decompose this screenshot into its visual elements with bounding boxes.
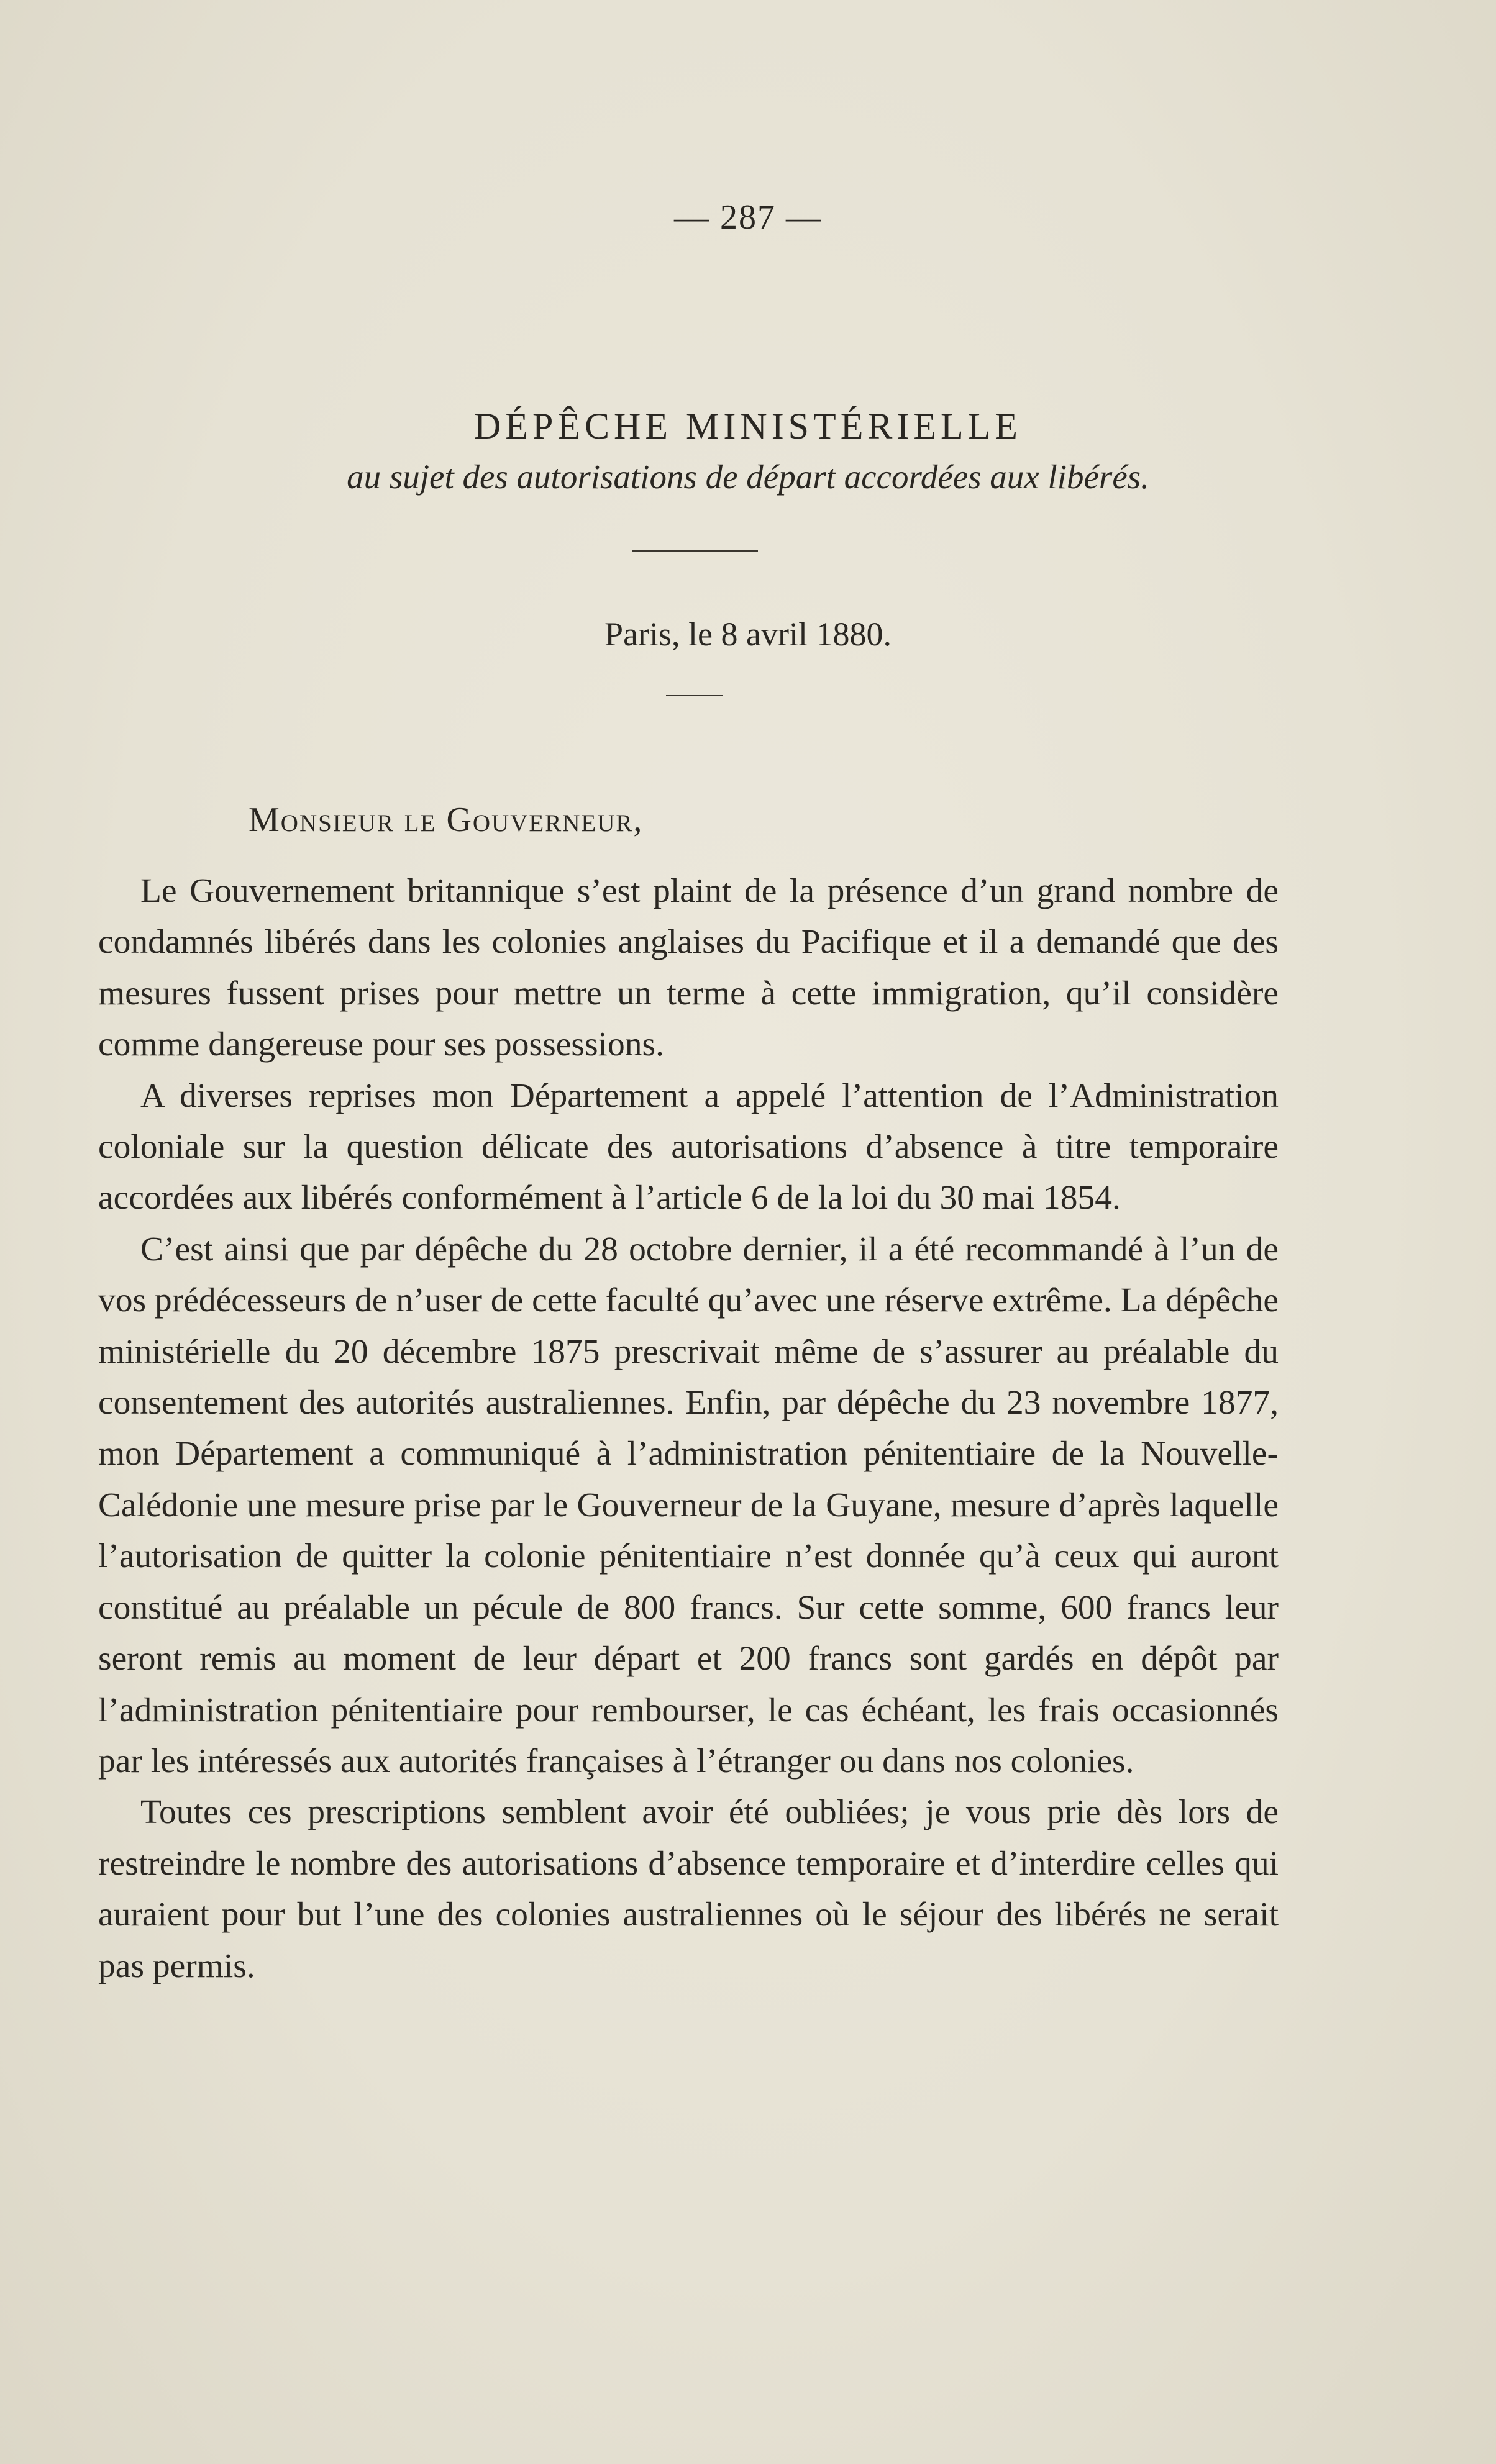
- page-number: — 287 —: [674, 198, 822, 237]
- dateline: Paris, le 8 avril 1880.: [604, 616, 892, 653]
- title-divider: [632, 550, 758, 552]
- document-subtitle: au sujet des autorisations de départ accordées aux libérés.: [347, 458, 1149, 496]
- paragraph: A diverses reprises mon Département a appelé l’attention de l’Administration coloniale sur la question délicate des autorisations d’absence à titre temporaire accordées aux libérés conformément à l’article 6 de la loi du 30 mai 1854.: [98, 1076, 1279, 1217]
- paragraph: Le Gouvernement britannique s’est plaint de la présence d’un grand nombre de condamnés libérés dans les colonies anglaises du Pacifique et il a demandé que des mesures fussent prises pour mettre un terme à cette immigration, qu’il considère comme dangereuse pour ses possessions.: [98, 872, 1279, 1064]
- dateline-divider: [666, 695, 723, 696]
- letter-body: [98, 866, 1279, 1992]
- salutation: Monsieur le Gouverneur,: [249, 801, 644, 839]
- paragraph: Toutes ces prescriptions semblent avoir été oubliées; je vous prie dès lors de restreindre le nombre des autorisations d’absence temporaire et d’interdire celles qui auraient pour but l’une des colonies australiennes où le séjour des libérés ne serait pas permis.: [98, 1793, 1279, 1985]
- paragraph: C’est ainsi que par dépêche du 28 octobre dernier, il a été recommandé à l’un de vos prédécesseurs de n’user de cette faculté qu’avec une réserve extrême. La dépêche ministérielle du 20 décembre 1875 prescrivait même de s’assurer au préalable du consentement des autorités australiennes. Enfin, par dépêche du 23 novembre 1877, mon Département a communiqué à l’administration pénitentiaire de la Nouvelle-Calédonie une mesure prise par le Gouverneur de la Guyane, mesure d’après laquelle l’autorisation de quitter la colonie pénitentiaire n’est donnée qu’à ceux qui auront constitué au préalable un pécule de 800 francs. Sur cette somme, 600 francs leur seront remis au moment de leur départ et 200 francs sont gardés en dépôt par l’administration pénitentiaire pour rembourser, le cas échéant, les frais occasionnés par les intéressés aux autorités françaises à l’étranger ou dans nos colonies.: [98, 1230, 1279, 1780]
- document-title: DÉPÊCHE MINISTÉRIELLE: [474, 406, 1022, 447]
